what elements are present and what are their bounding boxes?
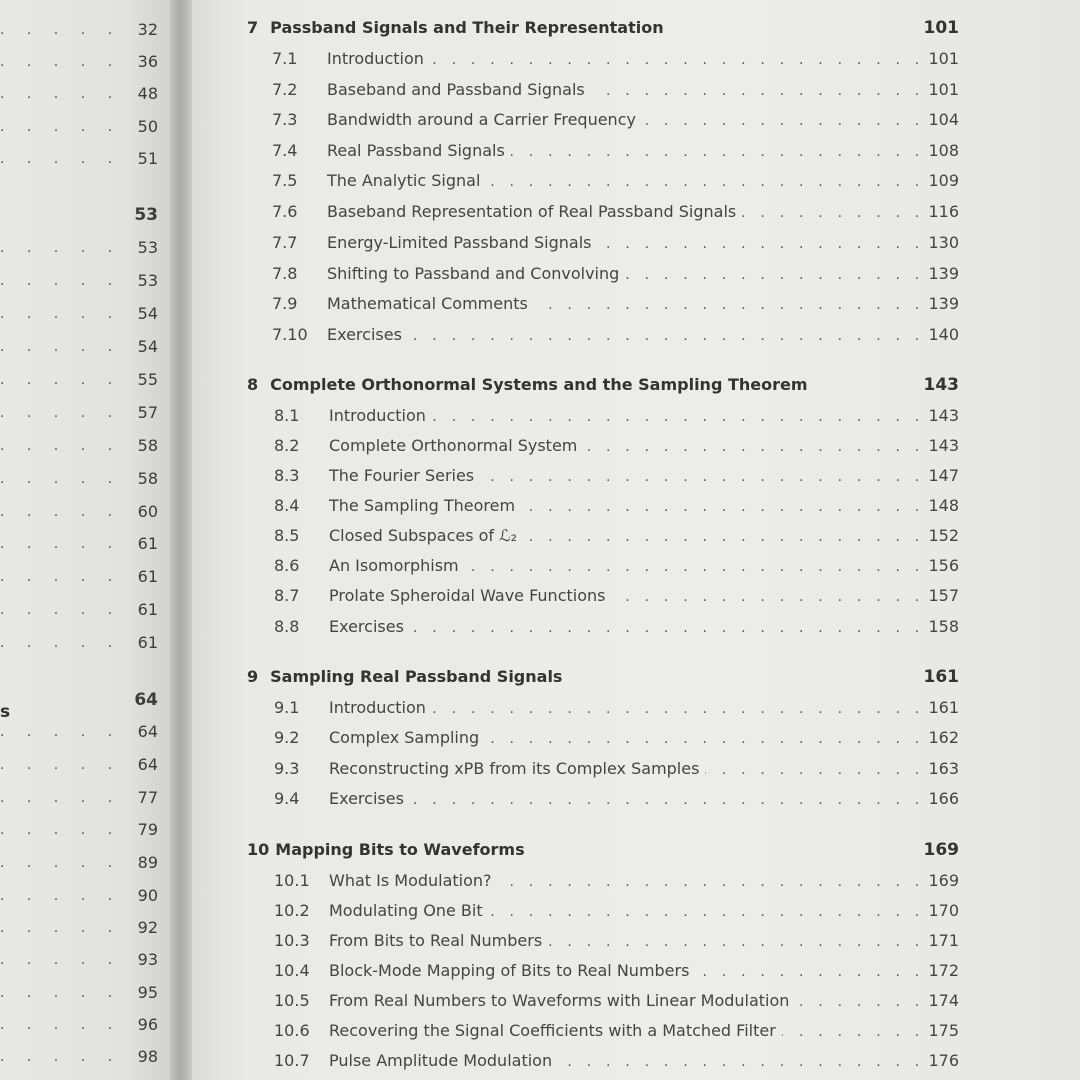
toc-section-entry [274, 406, 959, 428]
section-number: 8.1 [274, 406, 300, 425]
section-title: Exercises [329, 789, 404, 808]
toc-chapter-entry [247, 18, 959, 40]
leader-dots [465, 559, 925, 575]
toc-section-entry [274, 556, 959, 578]
section-title: Prolate Spheroidal Wave Functions [329, 586, 606, 605]
section-title: Complex Sampling [329, 728, 480, 747]
section-number: 8.8 [274, 617, 300, 636]
toc-section-entry [274, 759, 959, 781]
section-number: 9.1 [274, 698, 300, 717]
left-page-leader-dots [0, 22, 118, 38]
left-page-leader-dots [0, 471, 118, 487]
chapter-title: Mapping Bits to Waveforms [275, 840, 525, 859]
left-page-leader-dots [0, 405, 118, 421]
page-number: 140 [928, 325, 959, 344]
left-page-leader-dots [0, 54, 118, 70]
toc-section-entry [274, 617, 959, 639]
leader-dots [480, 469, 924, 485]
left-page-leader-dots [0, 790, 118, 806]
leader-dots [642, 113, 924, 129]
left-page-leader-dots [0, 151, 118, 167]
previous-page [0, 0, 178, 1080]
left-page-leader-dots [0, 273, 118, 289]
page-number: 158 [928, 617, 959, 636]
left-page-leader-dots [0, 339, 118, 355]
left-page-number: 77 [137, 788, 158, 807]
left-page-number: 90 [137, 886, 158, 905]
left-page-number: 58 [137, 469, 158, 488]
left-page-number: 79 [137, 820, 158, 839]
page-number: 139 [928, 264, 959, 283]
section-number: 8.3 [274, 466, 300, 485]
page-number: 156 [928, 556, 959, 575]
section-number: 8.2 [274, 436, 300, 455]
left-page-leader-dots [0, 1049, 118, 1065]
section-title: Real Passband Signals [327, 141, 505, 160]
section-number: 7.6 [272, 202, 298, 221]
section-number: 10.5 [274, 991, 310, 1010]
left-page-leader-dots [0, 1017, 118, 1033]
section-title: Reconstructing xPB from its Complex Samples [329, 759, 700, 778]
leader-dots [591, 83, 925, 99]
toc-section-entry [274, 496, 959, 518]
section-number: 8.4 [274, 496, 300, 515]
page-number: 101 [928, 49, 959, 68]
section-title: An Isomorphism [329, 556, 459, 575]
toc-section-entry [272, 294, 959, 316]
left-page-number: 55 [137, 370, 158, 389]
page-number: 175 [928, 1021, 959, 1040]
section-number: 9.4 [274, 789, 300, 808]
leader-dots [742, 205, 924, 221]
toc-section-entry [272, 325, 959, 347]
section-title: Mathematical Comments [327, 294, 528, 313]
leader-dots [705, 762, 924, 778]
page-number: 139 [928, 294, 959, 313]
section-title: Closed Subspaces of ℒ₂ [329, 526, 518, 545]
left-page-number: 96 [137, 1015, 158, 1034]
toc-section-entry [272, 264, 959, 286]
page-number: 163 [928, 759, 959, 778]
section-title: Baseband Representation of Real Passband Signals [327, 202, 737, 221]
toc-section-entry [272, 171, 959, 193]
section-number: 10.1 [274, 871, 310, 890]
left-page-number: 95 [137, 983, 158, 1002]
page-number: 170 [928, 901, 959, 920]
left-page-leader-dots [0, 602, 118, 618]
toc-section-entry [274, 871, 959, 893]
leader-dots [534, 297, 925, 313]
page-number: 161 [928, 698, 959, 717]
toc-section-entry [272, 49, 959, 71]
leader-dots [432, 701, 925, 717]
left-page-leader-dots [0, 855, 118, 871]
left-page-number: 93 [137, 950, 158, 969]
page-number: 162 [928, 728, 959, 747]
left-page-number: 61 [137, 600, 158, 619]
left-page-leader-dots [0, 119, 118, 135]
leader-dots [548, 934, 924, 950]
leader-dots [795, 994, 924, 1010]
chapter-title: Complete Orthonormal Systems and the Sampling Theorem [270, 375, 808, 394]
section-number: 7.7 [272, 233, 298, 252]
chapter-number: 8 [247, 375, 259, 394]
left-page-number: 32 [137, 20, 158, 39]
section-title: Shifting to Passband and Convolving [327, 264, 620, 283]
page-number: 152 [928, 526, 959, 545]
page-number: 101 [923, 18, 959, 38]
toc-section-entry [272, 110, 959, 132]
section-title: Bandwidth around a Carrier Frequency [327, 110, 636, 129]
page-number: 169 [923, 840, 959, 860]
left-page-leader-dots [0, 240, 118, 256]
page-number: 166 [928, 789, 959, 808]
left-page-number: 54 [137, 337, 158, 356]
page-number: 174 [928, 991, 959, 1010]
leader-dots [782, 1024, 925, 1040]
page-number: 101 [928, 80, 959, 99]
left-page-number: 50 [137, 117, 158, 136]
section-number: 7.9 [272, 294, 298, 313]
chapter-number: 10 [247, 840, 270, 859]
toc-section-entry [274, 1021, 959, 1043]
section-number: 9.2 [274, 728, 300, 747]
left-page-number: 51 [137, 149, 158, 168]
toc-section-entry [274, 991, 959, 1013]
left-page-leader-dots [0, 724, 118, 740]
leader-dots [408, 328, 925, 344]
page-number: 143 [928, 436, 959, 455]
section-title: Block-Mode Mapping of Bits to Real Numbers [329, 961, 690, 980]
page-number: 147 [928, 466, 959, 485]
left-page-number: 36 [137, 52, 158, 71]
left-page-leader-dots [0, 757, 118, 773]
left-page-number: 64 [137, 722, 158, 741]
left-page-leader-dots [0, 888, 118, 904]
left-page-leader-dots [0, 569, 118, 585]
section-title: From Bits to Real Numbers [329, 931, 543, 950]
toc-section-entry [274, 1051, 959, 1073]
section-title: Introduction [329, 698, 426, 717]
page-number: 171 [928, 931, 959, 950]
page-number: 143 [923, 375, 959, 395]
left-page-number: 98 [137, 1047, 158, 1066]
left-page-number: 61 [137, 567, 158, 586]
toc-section-entry [274, 789, 959, 811]
left-page-number: 61 [137, 633, 158, 652]
page-number: 176 [928, 1051, 959, 1070]
page-number: 108 [928, 141, 959, 160]
section-title: The Sampling Theorem [329, 496, 516, 515]
left-page-number: 57 [137, 403, 158, 422]
toc-section-entry [274, 728, 959, 750]
left-page-leader-dots [0, 952, 118, 968]
toc-chapter-entry [247, 375, 959, 397]
left-page-leader-dots [0, 306, 118, 322]
left-page-leader-dots [0, 920, 118, 936]
toc-section-entry [274, 586, 959, 608]
section-number: 10.4 [274, 961, 310, 980]
section-number: 8.6 [274, 556, 300, 575]
toc-section-entry [274, 526, 959, 548]
page-number: 116 [928, 202, 959, 221]
section-number: 7.2 [272, 80, 298, 99]
page-number: 169 [928, 871, 959, 890]
chapter-number: 9 [247, 667, 259, 686]
page-number: 161 [923, 667, 959, 687]
left-page-number: 89 [137, 853, 158, 872]
page-number: 157 [928, 586, 959, 605]
section-number: 7.8 [272, 264, 298, 283]
section-number: 9.3 [274, 759, 300, 778]
section-number: 8.7 [274, 586, 300, 605]
section-number: 10.7 [274, 1051, 310, 1070]
left-page-leader-dots [0, 86, 118, 102]
left-page-number: 54 [137, 304, 158, 323]
left-page-number: 58 [137, 436, 158, 455]
section-number: 8.5 [274, 526, 300, 545]
section-number: 10.6 [274, 1021, 310, 1040]
left-page-number: 48 [137, 84, 158, 103]
page-number: 104 [928, 110, 959, 129]
chapter-number: 7 [247, 18, 259, 37]
leader-dots [485, 731, 924, 747]
leader-dots [511, 144, 925, 160]
toc-chapter-entry [247, 840, 959, 862]
left-page-number: 53 [137, 271, 158, 290]
leader-dots [486, 174, 924, 190]
leader-dots [432, 409, 925, 425]
left-page-leader-dots [0, 985, 118, 1001]
toc-section-entry [274, 931, 959, 953]
section-title: Exercises [327, 325, 402, 344]
leader-dots [430, 52, 925, 68]
leader-dots [611, 589, 924, 605]
chapter-title: Passband Signals and Their Representation [270, 18, 664, 37]
leader-dots [489, 904, 925, 920]
leader-dots [498, 874, 925, 890]
toc-section-entry [272, 202, 959, 224]
section-number: 7.10 [272, 325, 308, 344]
section-number: 10.3 [274, 931, 310, 950]
table-of-contents-page [192, 0, 1080, 1080]
leader-dots [625, 267, 924, 283]
left-page-number: 61 [137, 534, 158, 553]
section-number: 7.3 [272, 110, 298, 129]
page-number: 172 [928, 961, 959, 980]
toc-section-entry [274, 698, 959, 720]
leader-dots [558, 1054, 924, 1070]
section-number: 7.1 [272, 49, 298, 68]
leader-dots [695, 964, 924, 980]
toc-section-entry [272, 233, 959, 255]
left-page-number: 92 [137, 918, 158, 937]
section-title: Recovering the Signal Coefficients with a Matched Filter [329, 1021, 776, 1040]
section-title: Baseband and Passband Signals [327, 80, 585, 99]
section-title: Modulating One Bit [329, 901, 483, 920]
leader-dots [521, 499, 924, 515]
leader-dots [583, 439, 924, 455]
section-title: Complete Orthonormal System [329, 436, 578, 455]
leader-dots [410, 620, 925, 636]
left-page-leader-dots [0, 372, 118, 388]
section-number: 10.2 [274, 901, 310, 920]
chapter-title: Sampling Real Passband Signals [270, 667, 563, 686]
page-number: 109 [928, 171, 959, 190]
leader-dots [523, 529, 924, 545]
section-title: Exercises [329, 617, 404, 636]
page-number: 143 [928, 406, 959, 425]
toc-section-entry [274, 466, 959, 488]
section-number: 7.4 [272, 141, 298, 160]
left-page-leader-dots [0, 536, 118, 552]
toc-section-entry [274, 436, 959, 458]
left-page-number: 53 [134, 205, 158, 225]
section-number: 7.5 [272, 171, 298, 190]
leader-dots [598, 236, 925, 252]
left-page-leader-dots [0, 635, 118, 651]
leader-dots [410, 792, 925, 808]
toc-section-entry [274, 901, 959, 923]
page-number: 148 [928, 496, 959, 515]
section-title: Energy-Limited Passband Signals [327, 233, 592, 252]
section-title: Introduction [329, 406, 426, 425]
left-page-number: 64 [137, 755, 158, 774]
book-gutter [170, 0, 192, 1080]
section-title: What Is Modulation? [329, 871, 492, 890]
left-page-leader-dots [0, 504, 118, 520]
section-title: The Analytic Signal [327, 171, 481, 190]
left-page-leader-dots [0, 822, 118, 838]
toc-section-entry [272, 80, 959, 102]
section-title: The Fourier Series [329, 466, 475, 485]
left-page-number: 60 [137, 502, 158, 521]
left-page-fragment: s [0, 702, 11, 722]
toc-section-entry [274, 961, 959, 983]
page-number: 130 [928, 233, 959, 252]
left-page-leader-dots [0, 438, 118, 454]
section-title: Pulse Amplitude Modulation [329, 1051, 553, 1070]
toc-section-entry [272, 141, 959, 163]
left-page-number: 64 [134, 690, 158, 710]
section-title: From Real Numbers to Waveforms with Linear Modulation [329, 991, 790, 1010]
section-title: Introduction [327, 49, 424, 68]
left-page-number: 53 [137, 238, 158, 257]
toc-chapter-entry [247, 667, 959, 689]
